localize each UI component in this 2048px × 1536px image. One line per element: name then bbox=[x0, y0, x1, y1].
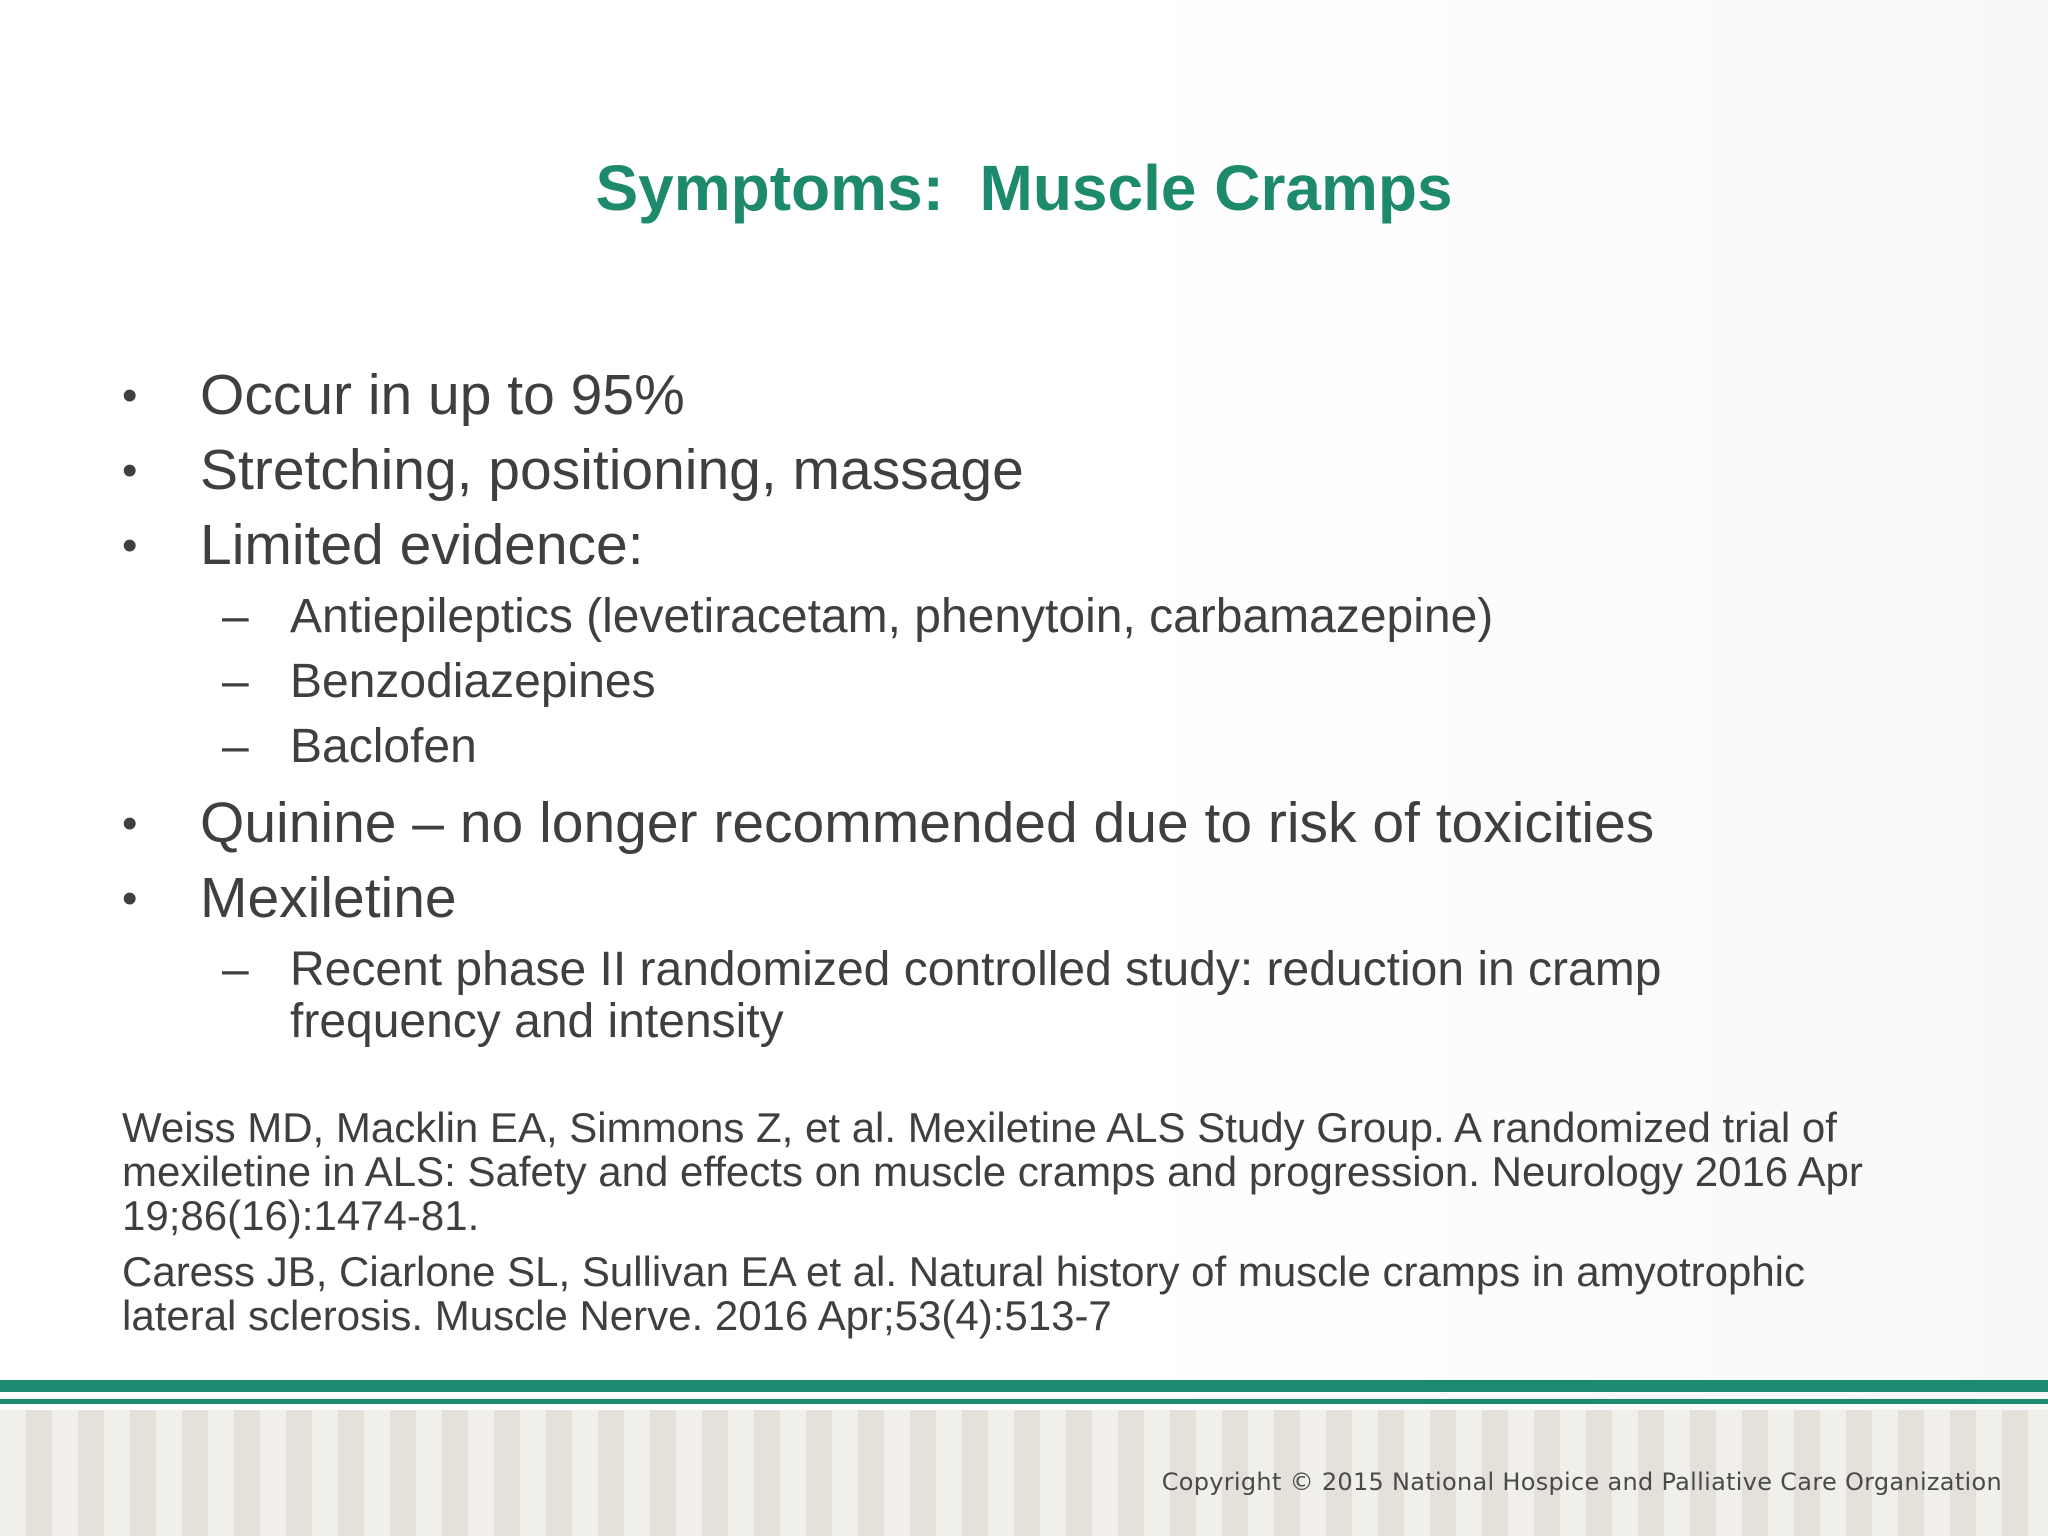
footer-rule-thin bbox=[0, 1399, 2048, 1404]
dash-mark: – bbox=[222, 720, 249, 773]
sub-item bbox=[222, 721, 1922, 773]
bullet-text: Limited evidence: bbox=[200, 513, 644, 577]
bullet-item bbox=[122, 786, 1922, 861]
reference-item: Weiss MD, Macklin EA, Simmons Z, et al. Mexiletine ALS Study Group. A randomized trial of mexiletine in ALS: Safety and effects on muscle cramps and progression. Neurology 2016 Apr 19;86(16):1474-81. bbox=[122, 1104, 1863, 1239]
sub-item bbox=[222, 944, 1922, 1048]
sub-text: Baclofen bbox=[290, 720, 477, 773]
sub-item bbox=[222, 656, 1922, 708]
sub-item bbox=[222, 591, 1922, 643]
bullet-item bbox=[122, 508, 1922, 583]
bullet-text: Occur in up to 95% bbox=[200, 363, 685, 427]
dash-mark: – bbox=[222, 943, 249, 996]
copyright-text: Copyright © 2015 National Hospice and Palliative Care Organization bbox=[1161, 1468, 2002, 1496]
reference-item: Caress JB, Ciarlone SL, Sullivan EA et al. Natural history of muscle cramps in amyotrophic lateral sclerosis. Muscle Nerve. 2016 Apr;53(4):513-7 bbox=[122, 1248, 1806, 1339]
bullet-mark: • bbox=[122, 521, 138, 570]
bullet-text: Stretching, positioning, massage bbox=[200, 438, 1024, 502]
bullet-item bbox=[122, 433, 1922, 508]
footer-band bbox=[0, 1380, 2048, 1536]
sub-text: Recent phase II randomized controlled study: reduction in cramp frequency and intensity bbox=[290, 943, 1662, 1048]
bullet-text: Mexiletine bbox=[200, 866, 457, 930]
bullet-item bbox=[122, 358, 1922, 433]
slide-title: Symptoms: Muscle Cramps bbox=[595, 152, 1453, 224]
footer-rule-thick bbox=[0, 1380, 2048, 1392]
bullet-mark: • bbox=[122, 874, 138, 923]
bullet-text: Quinine – no longer recommended due to risk of toxicities bbox=[200, 791, 1655, 855]
bullet-list bbox=[122, 358, 1922, 1061]
bullet-mark: • bbox=[122, 446, 138, 495]
dash-mark: – bbox=[222, 590, 249, 643]
bullet-item bbox=[122, 861, 1922, 936]
sub-text: Antiepileptics (levetiracetam, phenytoin, carbamazepine) bbox=[290, 590, 1494, 643]
bullet-mark: • bbox=[122, 371, 138, 420]
references bbox=[122, 1106, 1922, 1350]
bullet-mark: • bbox=[122, 799, 138, 848]
dash-mark: – bbox=[222, 655, 249, 708]
sub-text: Benzodiazepines bbox=[290, 655, 656, 708]
